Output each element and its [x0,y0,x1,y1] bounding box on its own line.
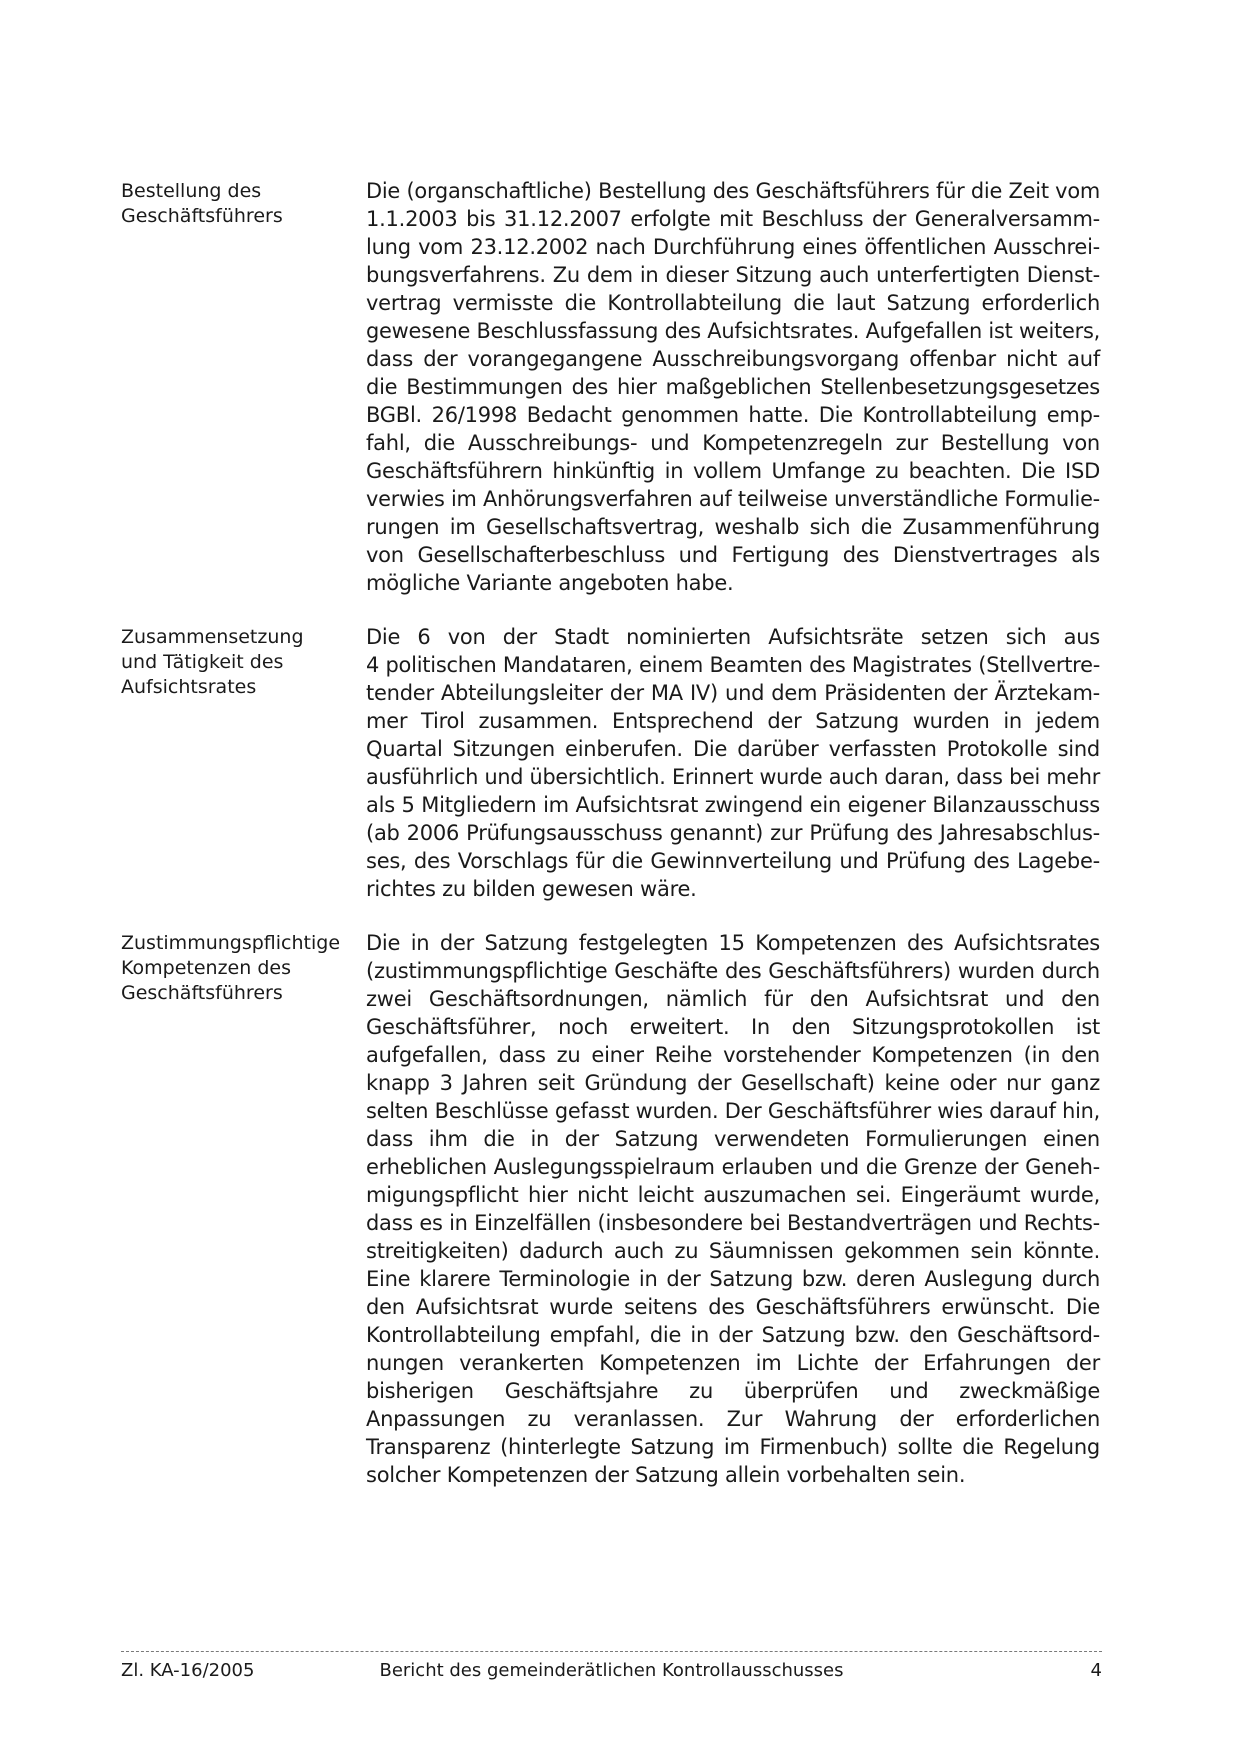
body-line: verwies im Anhörungsverfahren auf teilweise unverständliche Formulie- [366,487,1100,511]
footer-title: Bericht des gemeinderätlichen Kontrollausschusses [379,1660,844,1681]
page-number: 4 [1090,1660,1102,1681]
body-line: von Gesellschafterbeschluss und Fertigung des Dienstvertrages als [366,543,1100,567]
body-line: 1.1.2003 bis 31.12.2007 erfolgte mit Beschluss der Generalversamm- [366,207,1100,231]
body-line: vertrag vermisste die Kontrollabteilung die laut Satzung erforderlich [366,291,1100,315]
body-line: erheblichen Auslegungsspielraum erlauben und die Grenze der Geneh- [366,1155,1100,1179]
section-body [366,929,1100,1489]
body-line: gewesene Beschlussfassung des Aufsichtsrates. Aufgefallen ist weiters, [366,319,1101,343]
body-line: Geschäftsführern hinkünftig in vollem Umfange zu beachten. Die ISD [366,459,1100,483]
body-line: dass es in Einzelfällen (insbesondere bei Bestandverträgen und Rechts- [366,1211,1100,1235]
body-line: dass ihm die in der Satzung verwendeten Formulierungen einen [366,1127,1100,1151]
footer-divider [121,1651,1102,1652]
section-sidenote [121,625,341,700]
body-line: solcher Kompetenzen der Satzung allein vorbehalten sein. [366,1463,966,1487]
body-line: fahl, die Ausschreibungs- und Kompetenzregeln zur Bestellung von [366,431,1100,455]
body-line: Die 6 von der Stadt nominierten Aufsichtsräte setzen sich aus [366,625,1100,649]
body-line: selten Beschlüsse gefasst wurden. Der Geschäftsführer wies darauf hin, [366,1099,1101,1123]
body-line: BGBl. 26/1998 Bedacht genommen hatte. Die Kontrollabteilung emp- [366,403,1100,427]
body-line: (ab 2006 Prüfungsausschuss genannt) zur Prüfung des Jahresabschlus- [366,821,1100,845]
body-line: Kontrollabteilung empfahl, die in der Satzung bzw. den Geschäftsord- [366,1323,1100,1347]
body-line: Anpassungen zu veranlassen. Zur Wahrung der erforderlichen [366,1407,1100,1431]
body-line: aufgefallen, dass zu einer Reihe vorstehender Kompetenzen (in den [366,1043,1100,1067]
sidenote-line: Zustimmungspflichtige [121,932,341,954]
body-line: ses, des Vorschlags für die Gewinnverteilung und Prüfung des Lagebe- [366,849,1100,873]
sidenote-line: Bestellung des [121,180,262,202]
body-line: Die in der Satzung festgelegten 15 Kompetenzen des Aufsichtsrates [366,931,1100,955]
body-line: bungsverfahrens. Zu dem in dieser Sitzung auch unterfertigten Dienst- [366,263,1100,287]
body-line: migungspflicht hier nicht leicht auszumachen sei. Eingeräumt wurde, [366,1183,1100,1207]
body-line: zwei Geschäftsordnungen, nämlich für den Aufsichtsrat und den [366,987,1100,1011]
body-line: Quartal Sitzungen einberufen. Die darüber verfassten Protokolle sind [366,737,1100,761]
body-line: 4 politischen Mandataren, einem Beamten des Magistrates (Stellvertre- [366,653,1101,677]
body-line: Eine klarere Terminologie in der Satzung bzw. deren Auslegung durch [366,1267,1100,1291]
body-line: streitigkeiten) dadurch auch zu Säumnissen gekommen sein könnte. [366,1239,1100,1263]
footer-reference: Zl. KA-16/2005 [121,1660,255,1681]
body-line: richtes zu bilden gewesen wäre. [366,877,697,901]
body-line: nungen verankerten Kompetenzen im Lichte der Erfahrungen der [366,1351,1100,1375]
body-line: mer Tirol zusammen. Entsprechend der Satzung wurden in jedem [366,709,1100,733]
page-footer [121,1658,1102,1684]
sidenote-line: Aufsichtsrates [121,676,257,698]
body-line: mögliche Variante angeboten habe. [366,571,734,595]
body-line: rungen im Gesellschaftsvertrag, weshalb sich die Zusammenführung [366,515,1100,539]
body-line: als 5 Mitgliedern im Aufsichtsrat zwingend ein eigener Bilanzausschuss [366,793,1100,817]
body-line: lung vom 23.12.2002 nach Durchführung eines öffentlichen Ausschrei- [366,235,1100,259]
section-sidenote [121,931,341,1006]
body-line: den Aufsichtsrat wurde seitens des Geschäftsführers erwünscht. Die [366,1295,1100,1319]
body-line: ausführlich und übersichtlich. Erinnert wurde auch daran, dass bei mehr [366,765,1101,789]
body-line: tender Abteilungsleiter der MA IV) und dem Präsidenten der Ärztekam- [366,681,1100,705]
sidenote-line: Geschäftsführers [121,205,283,227]
sidenote-line: Zusammensetzung [121,626,304,648]
body-line: Geschäftsführer, noch erweitert. In den Sitzungsprotokollen ist [366,1015,1100,1039]
body-line: (zustimmungspflichtige Geschäfte des Geschäftsführers) wurden durch [366,959,1100,983]
body-line: die Bestimmungen des hier maßgeblichen Stellenbesetzungsgesetzes [366,375,1100,399]
body-line: Die (organschaftliche) Bestellung des Geschäftsführers für die Zeit vom [366,179,1101,203]
body-line: bisherigen Geschäftsjahre zu überprüfen und zweckmäßige [366,1379,1100,1403]
section-body [366,623,1100,903]
sidenote-line: und Tätigkeit des [121,651,284,673]
sidenote-line: Kompetenzen des [121,957,291,979]
sidenote-line: Geschäftsführers [121,982,283,1004]
body-line: knapp 3 Jahren seit Gründung der Gesellschaft) keine oder nur ganz [366,1071,1100,1095]
body-line: dass der vorangegangene Ausschreibungsvorgang offenbar nicht auf [366,347,1100,371]
body-line: Transparenz (hinterlegte Satzung im Firmenbuch) sollte die Regelung [366,1435,1100,1459]
section-body [366,177,1100,597]
section-sidenote [121,179,341,229]
